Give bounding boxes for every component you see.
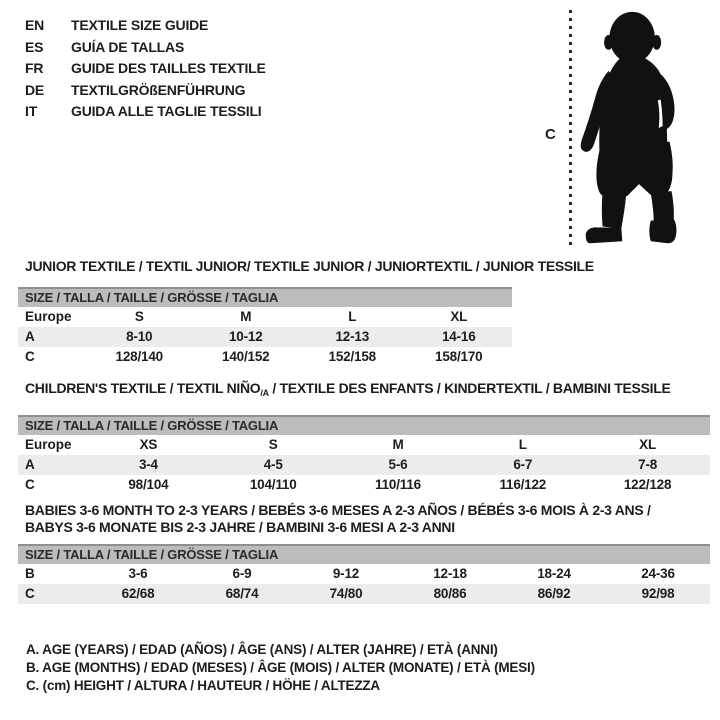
cell-value: L — [348, 309, 357, 324]
cell-value: 98/104 — [128, 477, 169, 492]
cell-value: 128/140 — [115, 349, 163, 364]
cell-value: 6-7 — [513, 457, 533, 472]
cell-value: 3-4 — [138, 457, 158, 472]
section-title-line: BABYS 3-6 MONATE BIS 2-3 JAHRE / BAMBINI 3-6 MESI A 2-3 ANNI — [25, 519, 455, 535]
cell-value: 104/110 — [249, 477, 297, 492]
section-childrens-textile — [18, 380, 710, 495]
section-title-subscript: /A — [260, 388, 269, 398]
cell-value: 5-6 — [388, 457, 408, 472]
section-babies-textile — [18, 502, 710, 604]
cell-value: 74/80 — [329, 586, 363, 601]
cell-value: L — [518, 437, 527, 452]
height-label-c: C — [545, 126, 556, 143]
cell-value: S — [134, 309, 144, 324]
legend-line: A. AGE (YEARS) / EDAD (AÑOS) / ÂGE (ANS) / ALTER (JAHRE) / ETÀ (ANNI) — [26, 642, 498, 657]
table-row — [18, 347, 512, 367]
table-header-bar: SIZE / TALLA / TAILLE / GRÖSSE / TAGLIA — [18, 544, 710, 564]
cell-value: XL — [639, 437, 657, 452]
legend-line: C. (cm) HEIGHT / ALTURA / HAUTEUR / HÖHE / ALTEZZA — [26, 678, 380, 693]
language-title: GUIDE DES TAILLES TEXTILE — [71, 60, 266, 76]
cell-value: 86/92 — [537, 586, 571, 601]
row-label: Europe — [25, 437, 72, 452]
table-row — [18, 584, 710, 604]
cell-value: 12-18 — [433, 566, 467, 581]
cell-value: 24-36 — [641, 566, 675, 581]
language-title: GUÍA DE TALLAS — [71, 38, 185, 55]
section-title — [18, 502, 710, 536]
cell-value: M — [240, 309, 252, 324]
cell-value: 6-9 — [232, 566, 252, 581]
table-header-bar: SIZE / TALLA / TAILLE / GRÖSSE / TAGLIA — [18, 287, 512, 307]
cell-value: 122/128 — [623, 477, 672, 492]
table-row — [18, 475, 710, 495]
section-junior-textile — [18, 258, 594, 367]
section-title-text: CHILDREN'S TEXTILE / TEXTIL NIÑO — [25, 380, 261, 396]
size-table — [18, 415, 710, 495]
cell-value: 12-13 — [335, 329, 370, 344]
language-row — [25, 15, 266, 37]
cell-value: 18-24 — [537, 566, 571, 581]
cell-value: 10-12 — [228, 329, 263, 344]
language-code: IT — [25, 103, 38, 119]
legend — [26, 641, 535, 695]
cell-value: 68/74 — [225, 586, 259, 601]
cell-value: 116/122 — [499, 477, 547, 492]
row-label: C — [25, 586, 35, 601]
language-code: EN — [25, 17, 45, 33]
row-label: C — [25, 349, 35, 364]
row-label: A — [25, 457, 35, 472]
cell-value: 4-5 — [263, 457, 283, 472]
cell-value: 62/68 — [121, 586, 155, 601]
row-label: B — [25, 566, 35, 581]
language-row — [25, 58, 266, 80]
language-title: TEXTILGRÖßENFÜHRUNG — [71, 81, 246, 98]
toddler-silhouette-image — [576, 8, 704, 251]
table-header-bar: SIZE / TALLA / TAILLE / GRÖSSE / TAGLIA — [18, 415, 710, 435]
language-code: FR — [25, 60, 44, 76]
cell-value: 152/158 — [328, 349, 376, 364]
cell-value: 110/116 — [375, 477, 421, 492]
cell-value: 8-10 — [126, 329, 153, 344]
section-title-line: BABIES 3-6 MONTH TO 2-3 YEARS / BEBÉS 3-6 MESES A 2-3 AÑOS / BÉBÉS 3-6 MOIS À 2-3 ANS / — [25, 502, 651, 518]
language-row — [25, 37, 266, 59]
row-label: A — [25, 329, 35, 344]
section-title — [18, 258, 594, 275]
section-title — [18, 380, 710, 402]
size-table — [18, 544, 710, 604]
row-label: C — [25, 477, 35, 492]
cell-value: 7-8 — [638, 457, 658, 472]
section-title-line: JUNIOR TEXTILE / TEXTIL JUNIOR/ TEXTILE JUNIOR / JUNIORTEXTIL / JUNIOR TESSILE — [25, 258, 594, 274]
cell-value: XS — [139, 437, 158, 452]
cell-value: 140/152 — [222, 349, 270, 364]
height-dotted-line — [569, 10, 572, 250]
legend-line: B. AGE (MONTHS) / EDAD (MESES) / ÂGE (MOIS) / ALTER (MONATE) / ETÀ (MESI) — [26, 660, 535, 675]
size-table — [18, 287, 512, 367]
table-row — [18, 435, 710, 455]
cell-value: 92/98 — [641, 586, 675, 601]
cell-value: 9-12 — [332, 566, 360, 581]
cell-value: XL — [450, 309, 468, 324]
language-title: TEXTILE SIZE GUIDE — [71, 17, 209, 33]
cell-value: 158/170 — [435, 349, 483, 364]
language-code: ES — [25, 38, 44, 55]
language-list — [25, 15, 266, 123]
table-row — [18, 327, 512, 347]
cell-value: 14-16 — [441, 329, 476, 344]
cell-value: 80/86 — [433, 586, 467, 601]
cell-value: M — [392, 437, 404, 452]
language-code: DE — [25, 81, 45, 98]
cell-value: S — [268, 437, 278, 452]
language-row — [25, 101, 266, 123]
language-row — [25, 80, 266, 102]
table-row — [18, 455, 710, 475]
table-row — [18, 564, 710, 584]
row-label: Europe — [25, 309, 72, 324]
table-row — [18, 307, 512, 327]
cell-value: 3-6 — [128, 566, 148, 581]
section-title-text: / TEXTILE DES ENFANTS / KINDERTEXTIL / BAMBINI TESSILE — [268, 380, 671, 396]
language-title: GUIDA ALLE TAGLIE TESSILI — [71, 103, 262, 119]
